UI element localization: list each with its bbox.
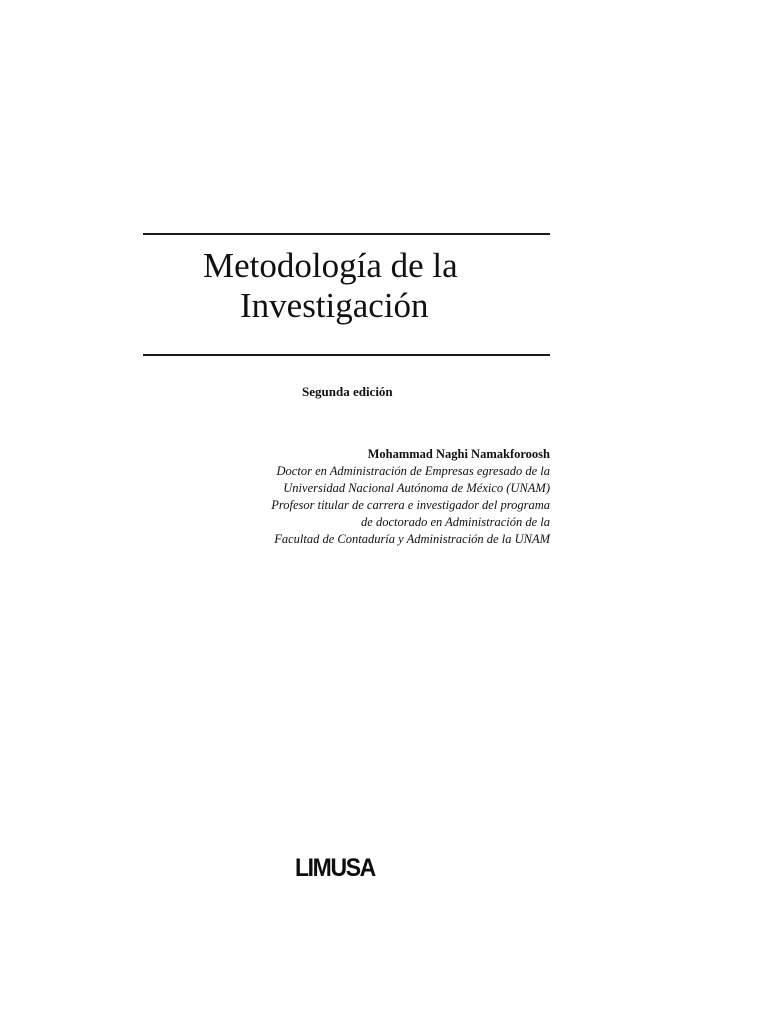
author-credential-line: Doctor en Administración de Empresas egresado de la bbox=[276, 464, 550, 478]
bottom-rule bbox=[143, 354, 550, 356]
top-rule bbox=[143, 233, 550, 235]
author-credential-line: de doctorado en Administración de la bbox=[361, 515, 550, 529]
book-title-line-1: Metodología de la bbox=[203, 246, 458, 285]
edition-label: Segunda edición bbox=[302, 384, 393, 399]
author-credential-line: Universidad Nacional Autónoma de México (UNAM) bbox=[283, 481, 550, 495]
author-credential-line: Profesor titular de carrera e investigador del programa bbox=[271, 498, 550, 512]
publisher-logo: LIMUSA bbox=[295, 854, 375, 882]
author-credential-line: Facultad de Contaduría y Administración de la UNAM bbox=[274, 532, 550, 546]
book-title-line-2: Investigación bbox=[240, 286, 429, 325]
author-block bbox=[271, 445, 550, 548]
author-name: Mohammad Naghi Namakforoosh bbox=[367, 447, 550, 461]
